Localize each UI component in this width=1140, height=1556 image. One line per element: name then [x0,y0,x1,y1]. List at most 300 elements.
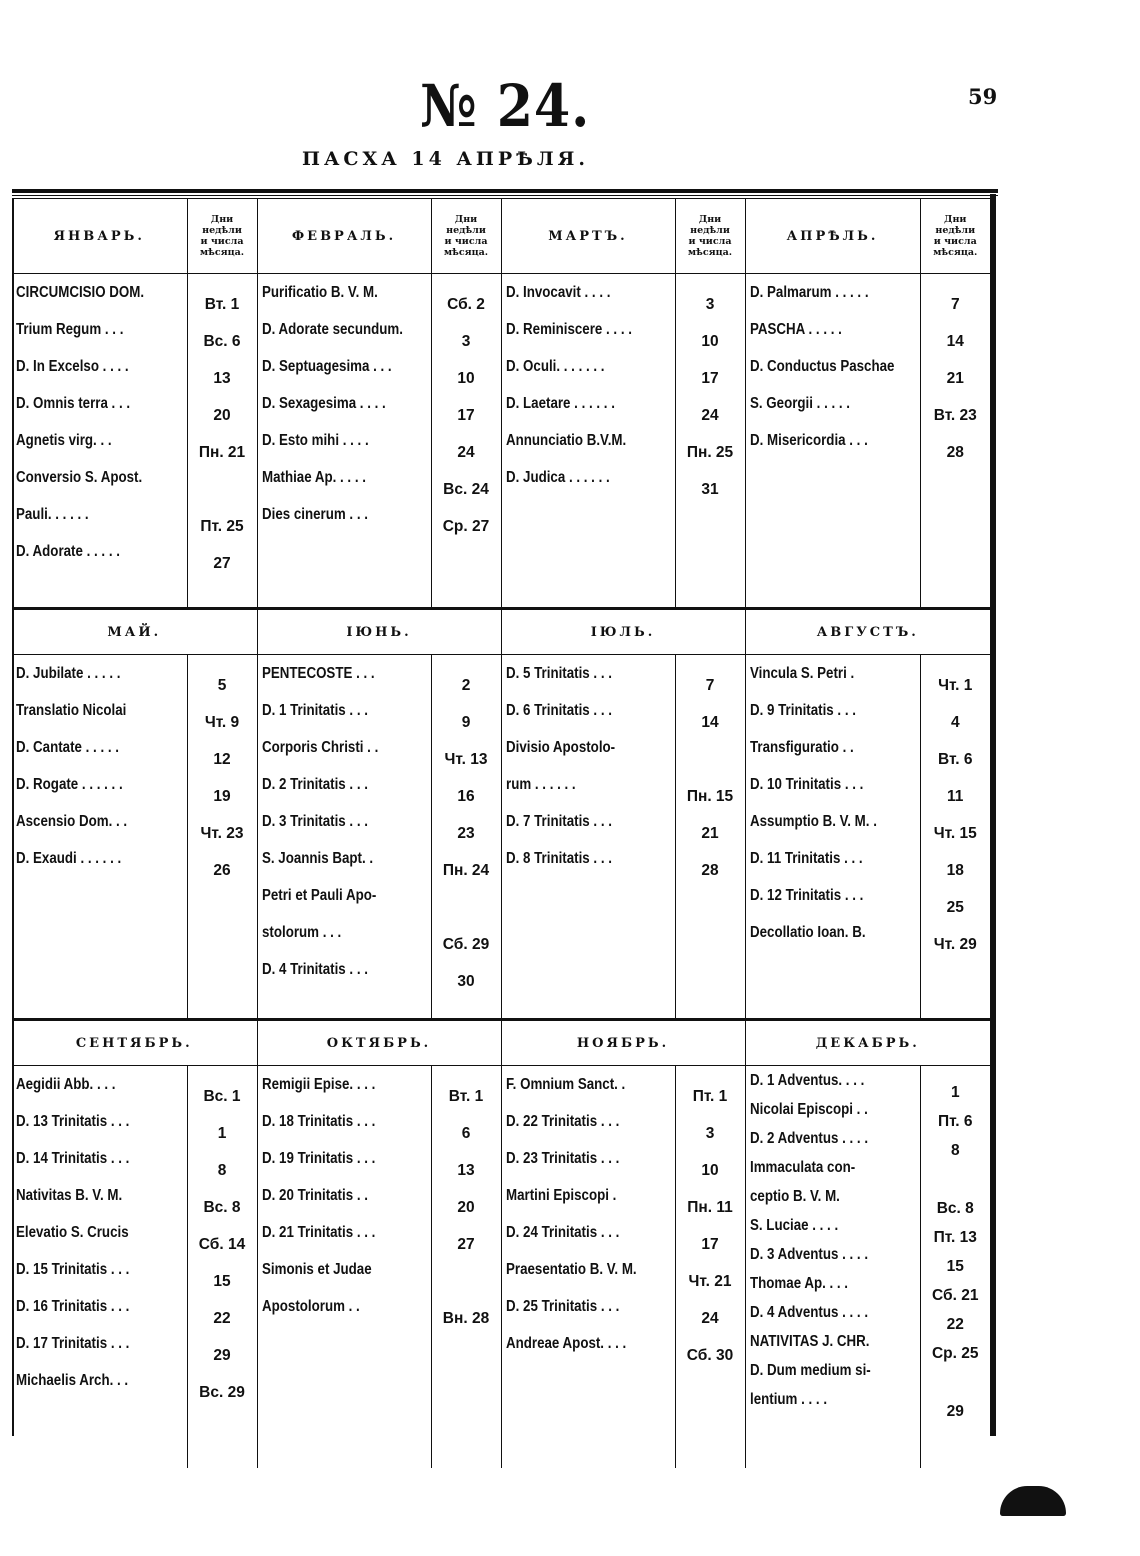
feast-name [16,274,182,311]
month-name: ОКТЯБРЬ. [257,1020,501,1066]
feast-name-text: NATIVITAS J. CHR. [749,1333,869,1350]
feast-name [16,803,182,840]
feast-name-text: D. Laetare . . . . . . [505,395,615,412]
feast-name [262,1140,427,1177]
feast-name-text: D. Adorate secundum. [261,321,403,338]
feast-name [750,1327,916,1356]
day-header-line: и числа [200,236,244,247]
day-value: 1 [217,1124,227,1142]
feast-name [262,803,427,840]
feast-name [16,385,182,422]
day-header-line: мѣсяца. [443,247,489,258]
feast-name-text: Translatio Nicolai [16,702,127,719]
day-value [676,741,745,778]
feast-name [750,422,916,459]
day-value: Сб. 14 [198,1235,246,1253]
feast-name [506,1066,671,1103]
feast-name [16,533,182,570]
day-value: Ср. 25 [931,1344,979,1362]
feast-name [16,655,182,692]
day-value: 4 [950,713,960,731]
feast-name-text: Aegidii Abb. . . . [16,1076,116,1093]
feast-name [16,1066,182,1103]
feast-name-text: D. 22 Trinitatis . . . [505,1113,619,1130]
day-value: Сб. 21 [932,1286,979,1304]
feast-name-text: D. 25 Trinitatis . . . [505,1298,619,1315]
feast-name-text: Decollatio Ioan. B. [749,924,866,941]
month-entries [501,1066,675,1468]
feast-name-text: D. 23 Trinitatis . . . [505,1150,619,1167]
month-name: ЯНВАРЬ. [12,199,187,274]
month-name: НОЯБРЬ. [501,1020,745,1066]
feast-name [16,1325,182,1362]
feast-name [506,1214,671,1251]
day-value: Вт. 6 [938,750,973,768]
feast-name [506,422,671,459]
day-value: Вт. 1 [204,295,240,313]
month-entries [12,655,187,1020]
feast-name [750,1356,916,1385]
feast-name [506,655,671,692]
day-value: 17 [457,406,475,424]
day-value: 15 [213,1272,231,1290]
feast-name [16,1288,182,1325]
feast-name-text: Simonis et Judae [261,1261,372,1278]
feast-name [750,766,916,803]
month-days [431,1066,501,1468]
feast-name [16,692,182,729]
feast-name [506,692,671,729]
feast-name [262,348,427,385]
feast-name-text: Praesentatio B. V. M. [505,1261,637,1278]
month-entries [501,274,675,609]
day-value: 19 [213,787,231,805]
feast-name-text: D. 16 Trinitatis . . . [16,1298,130,1315]
feast-name [506,803,671,840]
day-header-line: и числа [688,236,732,247]
feast-name [506,1288,671,1325]
feast-name-text: D. 11 Trinitatis . . . [749,850,863,867]
feast-name-text: Agnetis virg. . . [16,432,112,449]
feast-name-text: D. Jubilate . . . . . [16,665,121,682]
section-header-row [12,609,990,655]
feast-name [750,1124,916,1153]
month-days [675,274,745,609]
feast-name [16,1251,182,1288]
feast-name [506,459,671,496]
feast-name-text: D. 3 Adventus . . . . [749,1246,868,1263]
feast-name-text: D. In Excelso . . . . [16,358,129,375]
feast-name [750,803,916,840]
day-header-line: недѣли [690,225,730,236]
day-value: 26 [213,861,231,879]
feast-name-text: D. Invocavit . . . . [505,284,610,301]
page-number: 59 [968,84,998,109]
day-value: 28 [701,861,719,879]
day-value: 18 [946,861,964,879]
month-entries [745,655,920,1020]
feast-name-text: D. 4 Trinitatis . . . [261,961,368,978]
feast-name-text: D. Omnis terra . . . [16,395,131,412]
feast-name-text: Divisio Apostolo- [505,739,615,756]
month-days [675,1066,745,1468]
feast-name [16,1214,182,1251]
month-days [920,655,990,1020]
day-value: 7 [950,295,960,313]
day-value: Вт. 23 [933,406,977,424]
section-header-row [12,1020,990,1066]
feast-name-text: D. 2 Trinitatis . . . [261,776,368,793]
feast-name-text: D. Judica . . . . . . [505,469,610,486]
feast-name [506,348,671,385]
feast-name-text: D. Esto mihi . . . . [261,432,369,449]
feast-name [16,840,182,877]
feast-name-text: D. 20 Trinitatis . . [261,1187,368,1204]
feast-name [750,1269,916,1298]
feast-name [262,1103,427,1140]
feast-name-text: Apostolorum . . [261,1298,360,1315]
day-value: 5 [217,676,227,694]
feast-name [262,1214,427,1251]
day-value: 1 [950,1083,960,1101]
feast-name [262,1288,427,1325]
feast-name-text: Assumptio B. V. M. . [749,813,877,830]
day-value: 16 [457,787,475,805]
easter-date-subtitle: ПАСХА 14 АПРѢЛЯ. [302,148,590,170]
day-value: Чт. 15 [933,824,977,842]
day-value: 3 [705,1124,715,1142]
day-value: Вн. 28 [442,1309,490,1327]
feast-name [16,766,182,803]
feast-name-text: Nicolai Episcopi . . [749,1101,868,1118]
feast-name-text: D. 10 Trinitatis . . . [749,776,863,793]
feast-name-text: D. 19 Trinitatis . . . [261,1150,375,1167]
feast-name-text: S. Georgii . . . . . [749,395,850,412]
month-days [920,274,990,609]
feast-name [506,1251,671,1288]
feast-name-text: D. Sexagesima . . . . [261,395,386,412]
feast-name-text: CIRCUMCISIO DOM. [16,284,145,301]
feast-name-text: D. 13 Trinitatis . . . [16,1113,130,1130]
feast-name [750,1211,916,1240]
feast-name [16,1103,182,1140]
feast-name-text: D. Cantate . . . . . [16,739,119,756]
day-value: Пт. 25 [200,517,244,535]
day-value: Сб. 2 [447,295,485,313]
feast-name-text: D. 12 Trinitatis . . . [749,887,863,904]
day-value: 28 [946,443,964,461]
feast-name-text: D. 17 Trinitatis . . . [16,1335,130,1352]
feast-name-text: Remigii Epise. . . . [261,1076,375,1093]
month-name: МАЙ. [12,609,257,655]
day-value: 24 [701,1309,719,1327]
day-value: Вс. 6 [203,332,241,350]
feast-name [262,840,427,877]
month-name: ІЮЛЬ. [501,609,745,655]
section-body-row [12,1066,990,1468]
day-header-line: Дни [210,214,234,225]
feast-name-text: Annunciatio B.V.M. [505,432,626,449]
feast-name-text: F. Omnium Sanct. . [505,1076,625,1093]
feast-name-text: D. 15 Trinitatis . . . [16,1261,130,1278]
feast-name-text: Andreae Apost. . . . [505,1335,626,1352]
right-border [990,194,996,1436]
day-value: 8 [217,1161,227,1179]
day-value: Сб. 29 [442,935,490,953]
feast-name-text: Conversio S. Apost. [16,469,143,486]
feast-name [750,840,916,877]
feast-name-text: D. Adorate . . . . . [16,543,120,560]
day-value: Вс. 29 [199,1383,245,1401]
feast-name-text: S. Joannis Bapt. . [261,850,373,867]
month-days [187,655,257,1020]
feast-name-text: lentium . . . . [749,1391,827,1408]
month-days [187,1066,257,1468]
feast-name [506,840,671,877]
feast-name-text: Martini Episcopi . [505,1187,616,1204]
day-header-line: недѣли [446,225,486,236]
month-entries [745,274,920,609]
day-value: 17 [701,1235,719,1253]
month-name: ДЕКАБРЬ. [745,1020,990,1066]
feast-name [16,311,182,348]
feast-name [262,385,427,422]
day-value: 6 [461,1124,471,1142]
month-name: ФЕВРАЛЬ. [257,199,431,274]
feast-name [750,348,916,385]
day-value: Чт. 13 [444,750,488,768]
day-value: 22 [213,1309,231,1327]
day-header-line: мѣсяца. [687,247,733,258]
day-value: 29 [946,1402,964,1420]
day-value: 2 [461,676,471,694]
day-value [188,471,257,508]
feast-name-text: D. 8 Trinitatis . . . [505,850,612,867]
feast-name-text: D. 18 Trinitatis . . . [261,1113,375,1130]
feast-name-text: Elevatio S. Crucis [16,1224,129,1241]
day-value: Вт. 1 [448,1087,484,1105]
feast-name-text: Petri et Pauli Apo- [261,887,376,904]
day-value: Чт. 23 [200,824,244,842]
feast-name [16,422,182,459]
feast-name [262,274,427,311]
day-value: Пт. 6 [937,1112,973,1130]
feast-name-text: D. Dum medium si- [749,1362,871,1379]
day-value: Вс. 8 [203,1198,241,1216]
day-value: Вс. 8 [936,1199,974,1217]
section-body-row [12,655,990,1020]
day-value: 22 [946,1315,964,1333]
feast-name-text: D. 21 Trinitatis . . . [261,1224,375,1241]
month-entries [257,655,431,1020]
day-value: Пн. 21 [198,443,246,461]
day-value: 24 [701,406,719,424]
month-entries [12,1066,187,1468]
feast-name [506,1325,671,1362]
feast-name [750,729,916,766]
feast-name-text: D. Misericordia . . . [749,432,868,449]
feast-name [16,459,182,496]
day-value: Пт. 1 [692,1087,728,1105]
feast-name-text: D. Septuagesima . . . [261,358,392,375]
feast-name-text: D. 9 Trinitatis . . . [749,702,856,719]
feast-name [506,1103,671,1140]
feast-name-text: Nativitas B. V. M. [16,1187,123,1204]
feast-name-text: Pauli. . . . . . [16,506,89,523]
day-value: 14 [701,713,719,731]
feast-name-text: PENTECOSTE . . . [261,665,375,682]
month-name: СЕНТЯБРЬ. [12,1020,257,1066]
month-entries [501,655,675,1020]
month-days [431,274,501,609]
feast-name-text: Transfiguratio . . [749,739,854,756]
day-column-header [920,199,990,274]
day-header-line: Дни [698,214,722,225]
feast-name [750,1298,916,1327]
feast-name-text: rum . . . . . . [505,776,576,793]
day-value: Сб. 30 [686,1346,734,1364]
feast-name-text: D. 3 Trinitatis . . . [261,813,368,830]
day-value: 7 [705,676,715,694]
feast-name-text: Purificatio B. V. M. [261,284,378,301]
feast-name [262,1177,427,1214]
day-header-line: и числа [444,236,488,247]
month-days [187,274,257,609]
day-value: 27 [213,554,231,572]
feast-name-text: Mathiae Ap. . . . . [261,469,366,486]
day-value: 13 [457,1161,475,1179]
day-value: 20 [213,406,231,424]
feast-name [750,1153,916,1182]
day-value: Ср. 27 [442,517,490,535]
day-value: 11 [947,787,964,805]
feast-name [262,766,427,803]
day-value: 29 [213,1346,231,1364]
feast-name [16,348,182,385]
feast-name-text: D. Conductus Paschae [749,358,894,375]
feast-name-text: Trium Regum . . . [16,321,124,338]
day-value [432,1263,501,1300]
feast-name [506,729,671,766]
feast-name [750,655,916,692]
feast-name-text: Corporis Christi . . [261,739,378,756]
month-name: АВГУСТЪ. [745,609,990,655]
day-column-header [187,199,257,274]
day-value: 23 [457,824,475,842]
day-value: 25 [946,898,964,916]
feast-name-text: D. 1 Adventus. . . . [749,1072,864,1089]
feast-name [262,1251,427,1288]
day-value: 14 [946,332,964,350]
feast-name [506,1140,671,1177]
feast-name [16,729,182,766]
feast-name [750,1240,916,1269]
day-header-line: мѣсяца. [933,247,978,258]
day-value: Чт. 29 [933,935,977,953]
day-column-header [431,199,501,274]
feast-name-text: D. 6 Trinitatis . . . [505,702,612,719]
day-value: 24 [457,443,475,461]
feast-name [750,274,916,311]
feast-name-text: Michaelis Arch. . . [16,1372,129,1389]
day-value [921,1165,991,1194]
feast-name [16,1362,182,1399]
feast-name [262,914,427,951]
feast-name-text: D. 4 Adventus . . . . [749,1304,868,1321]
day-value: 10 [701,1161,719,1179]
feast-name [262,655,427,692]
feast-name [506,1177,671,1214]
day-value: 27 [457,1235,475,1253]
day-value: Чт. 9 [204,713,240,731]
feast-name [262,311,427,348]
section-header-row [12,199,990,274]
day-value: 8 [950,1141,960,1159]
feast-name [262,496,427,533]
top-rule [12,189,998,193]
feast-name-text: D. Exaudi . . . . . . [16,850,122,867]
feast-name [262,692,427,729]
day-value: Пн. 25 [686,443,734,461]
day-value [921,1368,991,1397]
day-value: 30 [457,972,475,990]
feast-name [750,1095,916,1124]
month-days [920,1066,990,1468]
month-name: МАРТЪ. [501,199,675,274]
feast-name-text: Ascensio Dom. . . [16,813,128,830]
feast-name [750,1182,916,1211]
day-value [432,889,501,926]
day-header-line: Дни [454,214,478,225]
feast-name [262,951,427,988]
day-value: 3 [705,295,715,313]
day-value: Чт. 21 [688,1272,732,1290]
month-entries [745,1066,920,1468]
day-value: 31 [701,480,719,498]
day-value: 17 [701,369,719,387]
feast-name [262,729,427,766]
feast-name [16,1140,182,1177]
feast-name-text: ceptio B. V. M. [749,1188,840,1205]
day-value: 10 [457,369,475,387]
feast-name [262,1066,427,1103]
feast-name [506,311,671,348]
day-header-line: недѣли [935,225,976,236]
feast-name-text: D. 7 Trinitatis . . . [505,813,612,830]
feast-name [16,496,182,533]
feast-name-text: Vincula S. Petri . [749,665,854,682]
feast-name [262,422,427,459]
feast-name-text: D. Oculi. . . . . . . [505,358,605,375]
day-value: 15 [946,1257,964,1275]
feast-name [750,311,916,348]
day-value: Пн. 11 [687,1198,733,1216]
feast-name-text: D. Palmarum . . . . . [749,284,869,301]
day-value: Вс. 24 [443,480,489,498]
month-days [675,655,745,1020]
day-column-header [675,199,745,274]
feast-name-text: Immaculata con- [749,1159,855,1176]
feast-name [262,459,427,496]
feast-name [16,1177,182,1214]
day-header-line: Дни [944,214,967,225]
feast-name [750,914,916,951]
feast-name-text: Thomae Ap. . . . [749,1275,848,1292]
top-rule-thin [12,195,998,196]
feast-name-text: D. 1 Trinitatis . . . [261,702,368,719]
day-value: Пн. 15 [686,787,734,805]
feast-name-text: PASCHA . . . . . [749,321,842,338]
